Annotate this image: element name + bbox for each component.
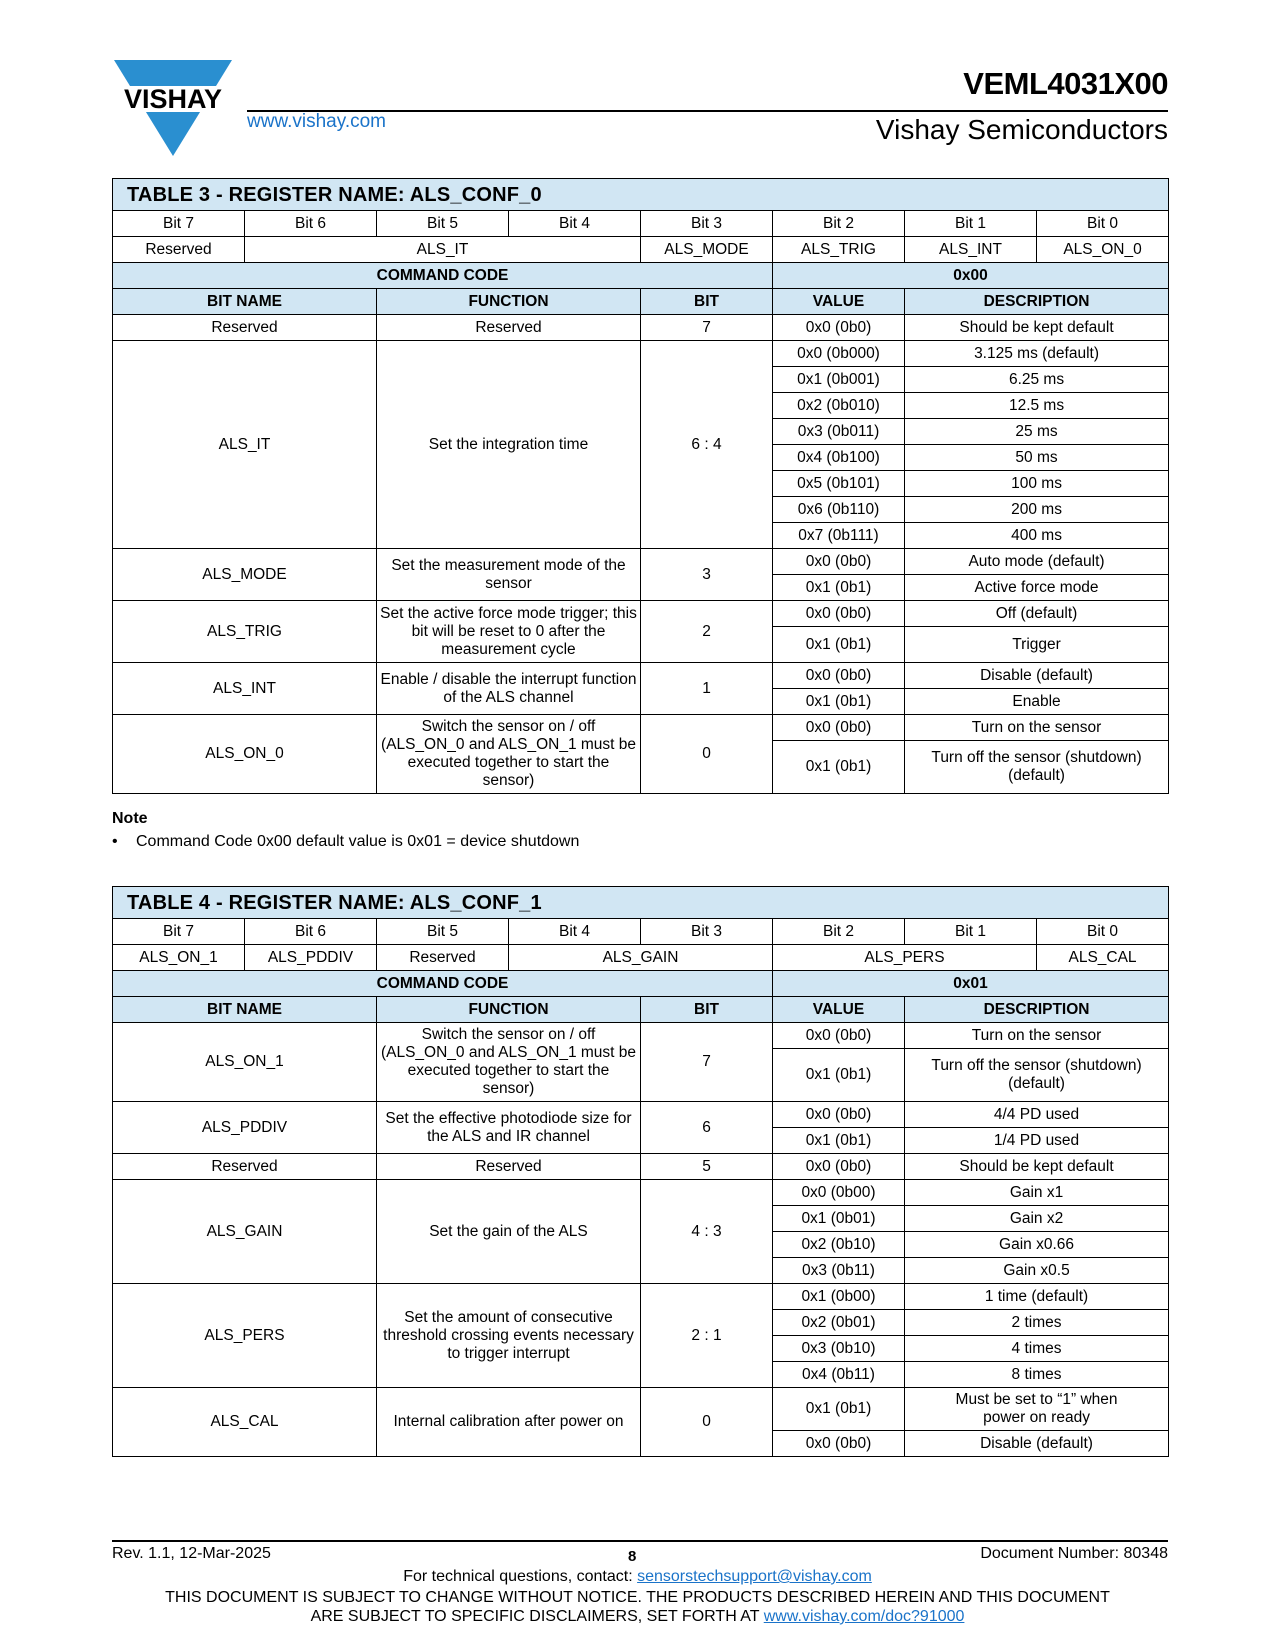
bit-label: Bit 0: [1037, 211, 1169, 237]
bit-value: 0x1 (0b01): [773, 1206, 905, 1232]
bit-value: 0x1 (0b1): [773, 689, 905, 715]
bit-function: Set the gain of the ALS: [377, 1180, 641, 1284]
bit-description: Gain x0.66: [905, 1232, 1169, 1258]
bit-index: 0: [641, 1388, 773, 1457]
field-label: ALS_PERS: [773, 945, 1037, 971]
bit-value: 0x1 (0b1): [773, 741, 905, 794]
bit-value: 0x2 (0b10): [773, 1232, 905, 1258]
bit-value: 0x1 (0b1): [773, 627, 905, 663]
bit-value: 0x0 (0b0): [773, 1431, 905, 1457]
bit-name: ALS_INT: [113, 663, 377, 715]
bit-function: Enable / disable the interrupt function of the ALS channel: [377, 663, 641, 715]
bit-label: Bit 3: [641, 211, 773, 237]
bit-value: 0x1 (0b1): [773, 1388, 905, 1431]
revision: Rev. 1.1, 12-Mar-2025: [112, 1545, 271, 1562]
bit-function: Switch the sensor on / off (ALS_ON_0 and ALS_ON_1 must be executed together to start the sensor): [377, 1023, 641, 1102]
table-title: TABLE 4 - REGISTER NAME: ALS_CONF_1: [113, 887, 1169, 919]
bit-description: Turn off the sensor (shutdown) (default): [905, 1049, 1169, 1102]
bit-function: Internal calibration after power on: [377, 1388, 641, 1457]
logo-text: VISHAY: [123, 84, 223, 114]
bit-name: ALS_GAIN: [113, 1180, 377, 1284]
bit-name: ALS_TRIG: [113, 601, 377, 663]
bit-name: ALS_IT: [113, 341, 377, 549]
disclaimer-line-2: [0, 1607, 1275, 1626]
bit-value: 0x0 (0b0): [773, 1102, 905, 1128]
bit-value: 0x0 (0b0): [773, 549, 905, 575]
bit-name: Reserved: [113, 1154, 377, 1180]
bit-label: Bit 1: [905, 919, 1037, 945]
bit-description: 2 times: [905, 1310, 1169, 1336]
col-header: BIT NAME: [113, 997, 377, 1023]
bit-value: 0x1 (0b1): [773, 575, 905, 601]
bit-value: 0x3 (0b11): [773, 1258, 905, 1284]
bit-value: 0x1 (0b001): [773, 367, 905, 393]
bit-index: 7: [641, 315, 773, 341]
bit-name: ALS_PERS: [113, 1284, 377, 1388]
command-code-label: COMMAND CODE: [113, 971, 773, 997]
disclaimer: [0, 1588, 1275, 1626]
bit-description: 3.125 ms (default): [905, 341, 1169, 367]
bit-value: 0x1 (0b1): [773, 1049, 905, 1102]
vishay-logo: [112, 58, 234, 158]
col-header: DESCRIPTION: [905, 997, 1169, 1023]
field-label: ALS_PDDIV: [245, 945, 377, 971]
note-item: [112, 833, 579, 851]
bit-description: 400 ms: [905, 523, 1169, 549]
bit-value: 0x2 (0b01): [773, 1310, 905, 1336]
bit-index: 2 : 1: [641, 1284, 773, 1388]
bit-label: Bit 6: [245, 919, 377, 945]
bit-label: Bit 4: [509, 919, 641, 945]
website-link[interactable]: www.vishay.com: [247, 111, 387, 132]
table-als-conf-1: [112, 886, 1169, 1457]
bit-index: 7: [641, 1023, 773, 1102]
bit-value: 0x4 (0b100): [773, 445, 905, 471]
field-label: ALS_TRIG: [773, 237, 905, 263]
col-header: BIT: [641, 997, 773, 1023]
part-number: VEML4031X00: [963, 66, 1168, 101]
bit-function: Set the effective photodiode size for the ALS and IR channel: [377, 1102, 641, 1154]
col-header: BIT NAME: [113, 289, 377, 315]
bit-description: Turn on the sensor: [905, 1023, 1169, 1049]
footer-rule: [112, 1540, 1168, 1542]
bit-label: Bit 0: [1037, 919, 1169, 945]
bit-description: Auto mode (default): [905, 549, 1169, 575]
command-code-value: 0x01: [773, 971, 1169, 997]
bit-description: 50 ms: [905, 445, 1169, 471]
contact-line: [0, 1568, 1275, 1586]
bit-index: 1: [641, 663, 773, 715]
header-rule: [247, 110, 1168, 112]
field-label: ALS_ON_0: [1037, 237, 1169, 263]
bit-function: Set the amount of consecutive threshold crossing events necessary to trigger interrupt: [377, 1284, 641, 1388]
col-header: VALUE: [773, 289, 905, 315]
bit-index: 3: [641, 549, 773, 601]
bit-name: ALS_ON_0: [113, 715, 377, 794]
col-header: FUNCTION: [377, 997, 641, 1023]
bit-description: Gain x0.5: [905, 1258, 1169, 1284]
bit-index: 6: [641, 1102, 773, 1154]
bit-label: Bit 7: [113, 919, 245, 945]
bit-description: Turn off the sensor (shutdown) (default): [905, 741, 1169, 794]
bit-description: 8 times: [905, 1362, 1169, 1388]
bit-label: Bit 3: [641, 919, 773, 945]
bit-description: 25 ms: [905, 419, 1169, 445]
document-number: Document Number: 80348: [980, 1545, 1168, 1562]
company-name: Vishay Semiconductors: [875, 114, 1168, 145]
field-label: ALS_INT: [905, 237, 1037, 263]
bit-value: 0x1 (0b00): [773, 1284, 905, 1310]
bit-value: 0x0 (0b0): [773, 715, 905, 741]
bit-value: 0x0 (0b000): [773, 341, 905, 367]
col-header: VALUE: [773, 997, 905, 1023]
bit-function: Set the active force mode trigger; this bit will be reset to 0 after the measurement cycle: [377, 601, 641, 663]
bit-function: Reserved: [377, 1154, 641, 1180]
bit-value: 0x0 (0b0): [773, 663, 905, 689]
field-label: ALS_IT: [245, 237, 641, 263]
bit-label: Bit 7: [113, 211, 245, 237]
disclaimer-link[interactable]: www.vishay.com/doc?91000: [763, 1608, 965, 1625]
bit-description: Must be set to “1” when power on ready: [905, 1388, 1169, 1431]
bit-function: Switch the sensor on / off (ALS_ON_0 and ALS_ON_1 must be executed together to start the sensor): [377, 715, 641, 794]
bit-description: Disable (default): [905, 1431, 1169, 1457]
bit-name: ALS_CAL: [113, 1388, 377, 1457]
bit-description: 4 times: [905, 1336, 1169, 1362]
bit-name: Reserved: [113, 315, 377, 341]
bit-description: Disable (default): [905, 663, 1169, 689]
field-label: ALS_ON_1: [113, 945, 245, 971]
bit-description: Gain x1: [905, 1180, 1169, 1206]
bit-value: 0x3 (0b10): [773, 1336, 905, 1362]
bit-value: 0x0 (0b0): [773, 315, 905, 341]
field-label: Reserved: [377, 945, 509, 971]
bit-value: 0x0 (0b00): [773, 1180, 905, 1206]
bit-description: 12.5 ms: [905, 393, 1169, 419]
bit-description: Turn on the sensor: [905, 715, 1169, 741]
field-label: ALS_CAL: [1037, 945, 1169, 971]
bit-index: 4 : 3: [641, 1180, 773, 1284]
bit-label: Bit 2: [773, 211, 905, 237]
col-header: BIT: [641, 289, 773, 315]
bit-label: Bit 2: [773, 919, 905, 945]
bit-description: 4/4 PD used: [905, 1102, 1169, 1128]
bit-description: Should be kept default: [905, 1154, 1169, 1180]
bit-description: Gain x2: [905, 1206, 1169, 1232]
bit-description: 1 time (default): [905, 1284, 1169, 1310]
bit-value: 0x5 (0b101): [773, 471, 905, 497]
bit-value: 0x0 (0b0): [773, 1023, 905, 1049]
bit-index: 2: [641, 601, 773, 663]
bit-description: 200 ms: [905, 497, 1169, 523]
bit-label: Bit 1: [905, 211, 1037, 237]
disclaimer-line-2-text: ARE SUBJECT TO SPECIFIC DISCLAIMERS, SET FORTH AT: [310, 1608, 764, 1625]
bit-value: 0x1 (0b1): [773, 1128, 905, 1154]
field-label: ALS_MODE: [641, 237, 773, 263]
bit-description: Should be kept default: [905, 315, 1169, 341]
note-text: Command Code 0x00 default value is 0x01 = device shutdown: [136, 833, 580, 850]
note-bullet: •: [112, 833, 118, 850]
bit-name: ALS_ON_1: [113, 1023, 377, 1102]
contact-email-link[interactable]: sensorstechsupport@vishay.com: [637, 1568, 872, 1585]
bit-description: 6.25 ms: [905, 367, 1169, 393]
disclaimer-line-1: THIS DOCUMENT IS SUBJECT TO CHANGE WITHOUT NOTICE. THE PRODUCTS DESCRIBED HEREIN AND THIS DOCUMENT: [165, 1589, 1110, 1606]
command-code-label: COMMAND CODE: [113, 263, 773, 289]
bit-label: Bit 6: [245, 211, 377, 237]
note-heading: Note: [112, 810, 148, 827]
page-number: 8: [628, 1548, 637, 1565]
bit-description: Active force mode: [905, 575, 1169, 601]
bit-value: 0x7 (0b111): [773, 523, 905, 549]
bit-value: 0x0 (0b0): [773, 1154, 905, 1180]
bit-function: Reserved: [377, 315, 641, 341]
bit-value: 0x4 (0b11): [773, 1362, 905, 1388]
bit-name: ALS_PDDIV: [113, 1102, 377, 1154]
bit-index: 6 : 4: [641, 341, 773, 549]
contact-prefix: For technical questions, contact:: [403, 1568, 638, 1585]
table-title: TABLE 3 - REGISTER NAME: ALS_CONF_0: [113, 179, 1169, 211]
col-header: FUNCTION: [377, 289, 641, 315]
bit-description: Trigger: [905, 627, 1169, 663]
bit-value: 0x3 (0b011): [773, 419, 905, 445]
bit-description: Off (default): [905, 601, 1169, 627]
bit-value: 0x2 (0b010): [773, 393, 905, 419]
bit-value: 0x6 (0b110): [773, 497, 905, 523]
bit-index: 0: [641, 715, 773, 794]
bit-label: Bit 5: [377, 211, 509, 237]
bit-function: Set the integration time: [377, 341, 641, 549]
table-als-conf-0: [112, 178, 1169, 794]
bit-index: 5: [641, 1154, 773, 1180]
bit-name: ALS_MODE: [113, 549, 377, 601]
bit-description: Enable: [905, 689, 1169, 715]
field-label: ALS_GAIN: [509, 945, 773, 971]
bit-description: 100 ms: [905, 471, 1169, 497]
col-header: DESCRIPTION: [905, 289, 1169, 315]
command-code-value: 0x00: [773, 263, 1169, 289]
bit-description: 1/4 PD used: [905, 1128, 1169, 1154]
bit-label: Bit 5: [377, 919, 509, 945]
field-label: Reserved: [113, 237, 245, 263]
bit-value: 0x0 (0b0): [773, 601, 905, 627]
bit-function: Set the measurement mode of the sensor: [377, 549, 641, 601]
bit-label: Bit 4: [509, 211, 641, 237]
